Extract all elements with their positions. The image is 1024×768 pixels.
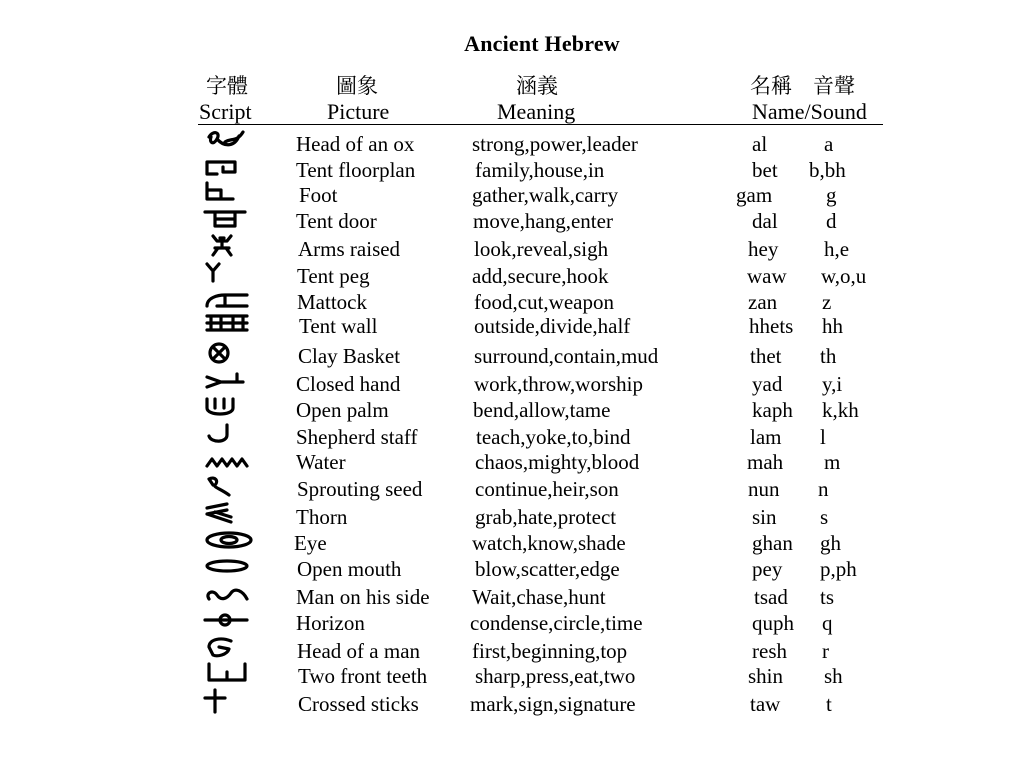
picture-cell: Two front teeth: [298, 664, 428, 688]
header-namesound-cjk: 名稱 音聲: [750, 74, 855, 98]
table-row: [0, 692, 1024, 718]
picture-cell: Thorn: [296, 505, 348, 529]
meaning-cell: grab,hate,protect: [475, 505, 617, 529]
name-cell: zan: [748, 290, 778, 314]
sound-cell: a: [824, 132, 834, 156]
name-cell: tsad: [754, 585, 788, 609]
picture-cell: Eye: [294, 531, 327, 555]
header-picture-cjk: 圖象: [336, 74, 378, 98]
meaning-cell: continue,heir,son: [475, 477, 619, 501]
meaning-cell: first,beginning,top: [472, 639, 628, 663]
page-title: Ancient Hebrew: [464, 31, 620, 56]
clay-basket-icon: [203, 340, 259, 368]
name-cell: mah: [747, 450, 784, 474]
meaning-cell: chaos,mighty,blood: [475, 450, 640, 474]
tent-peg-icon: [203, 260, 259, 288]
header-script: Script: [199, 99, 252, 124]
sprouting-seed-icon: [203, 473, 259, 501]
table-row: [0, 344, 1024, 370]
thorn-icon: [203, 501, 259, 529]
sound-cell: b,bh: [809, 158, 846, 182]
picture-cell: Crossed sticks: [298, 692, 419, 716]
name-cell: nun: [748, 477, 780, 501]
sound-cell: gh: [820, 531, 841, 555]
sound-cell: d: [826, 209, 837, 233]
sound-cell: g: [826, 183, 837, 207]
sound-cell: l: [820, 425, 826, 449]
table-row: [0, 132, 1024, 158]
picture-cell: Head of a man: [297, 639, 421, 663]
meaning-cell: sharp,press,eat,two: [475, 664, 636, 688]
meaning-cell: teach,yoke,to,bind: [476, 425, 631, 449]
name-cell: bet: [752, 158, 778, 182]
name-cell: gam: [736, 183, 773, 207]
name-cell: dal: [752, 209, 778, 233]
sound-cell: s: [820, 505, 829, 529]
meaning-cell: work,throw,worship: [474, 372, 643, 396]
table-row: [0, 639, 1024, 665]
name-cell: thet: [750, 344, 782, 368]
name-cell: ghan: [752, 531, 793, 555]
man-on-side-icon: [203, 581, 259, 609]
horizon-icon: [203, 607, 259, 635]
picture-cell: Foot: [299, 183, 338, 207]
name-cell: yad: [752, 372, 783, 396]
arms-raised-icon: [203, 233, 259, 261]
picture-cell: Arms raised: [298, 237, 401, 261]
meaning-cell: surround,contain,mud: [474, 344, 659, 368]
sound-cell: sh: [824, 664, 843, 688]
meaning-cell: add,secure,hook: [472, 264, 609, 288]
sound-cell: th: [820, 344, 837, 368]
name-cell: hey: [748, 237, 779, 261]
meaning-cell: mark,sign,signature: [470, 692, 636, 716]
front-teeth-icon: [203, 660, 259, 688]
meaning-cell: strong,power,leader: [472, 132, 638, 156]
picture-cell: Tent wall: [299, 314, 378, 338]
tent-wall-icon: [203, 310, 259, 338]
name-cell: quph: [752, 611, 794, 635]
table-row: [0, 237, 1024, 263]
name-cell: taw: [750, 692, 781, 716]
sound-cell: n: [818, 477, 829, 501]
table-row: [0, 290, 1024, 316]
name-cell: kaph: [752, 398, 793, 422]
picture-cell: Shepherd staff: [296, 425, 418, 449]
meaning-cell: condense,circle,time: [470, 611, 643, 635]
water-icon: [203, 446, 259, 474]
picture-cell: Clay Basket: [298, 344, 401, 368]
table-row: [0, 664, 1024, 690]
name-cell: waw: [747, 264, 787, 288]
table-row: [0, 505, 1024, 531]
foot-icon: [203, 179, 259, 207]
crossed-sticks-icon: [203, 688, 259, 716]
sound-cell: m: [824, 450, 841, 474]
meaning-cell: family,house,in: [475, 158, 605, 182]
table-row: [0, 585, 1024, 611]
sound-cell: k,kh: [822, 398, 859, 422]
sound-cell: w,o,u: [821, 264, 867, 288]
head-of-man-icon: [203, 635, 259, 663]
header-namesound: Name/Sound: [752, 99, 867, 124]
open-palm-icon: [203, 394, 259, 422]
picture-cell: Sprouting seed: [297, 477, 423, 501]
picture-cell: Horizon: [296, 611, 365, 635]
picture-cell: Mattock: [297, 290, 367, 314]
sound-cell: ts: [820, 585, 835, 609]
picture-cell: Tent peg: [297, 264, 370, 288]
closed-hand-icon: [203, 368, 259, 396]
name-cell: lam: [750, 425, 782, 449]
picture-cell: Water: [296, 450, 346, 474]
table-row: [0, 425, 1024, 451]
sound-cell: h,e: [824, 237, 850, 261]
name-cell: shin: [748, 664, 784, 688]
picture-cell: Head of an ox: [296, 132, 415, 156]
meaning-cell: outside,divide,half: [474, 314, 631, 338]
picture-cell: Tent floorplan: [296, 158, 416, 182]
table-row: [0, 158, 1024, 184]
picture-cell: Closed hand: [296, 372, 401, 396]
sound-cell: z: [822, 290, 832, 314]
meaning-cell: look,reveal,sigh: [474, 237, 609, 261]
picture-cell: Tent door: [296, 209, 377, 233]
table-row: [0, 183, 1024, 209]
meaning-cell: watch,know,shade: [472, 531, 626, 555]
header-script-cjk: 字體: [206, 74, 248, 98]
meaning-cell: blow,scatter,edge: [475, 557, 620, 581]
table-row: [0, 477, 1024, 503]
meaning-cell: gather,walk,carry: [472, 183, 619, 207]
open-mouth-icon: [203, 553, 259, 581]
name-cell: al: [752, 132, 768, 156]
tent-floorplan-icon: [203, 154, 259, 182]
sound-cell: q: [822, 611, 833, 635]
sound-cell: p,ph: [820, 557, 857, 581]
meaning-cell: bend,allow,tame: [473, 398, 611, 422]
header-meaning: Meaning: [497, 99, 576, 124]
header-meaning-cjk: 涵義: [516, 74, 558, 98]
sound-cell: hh: [822, 314, 843, 338]
picture-cell: Open palm: [296, 398, 389, 422]
eye-icon: [203, 527, 259, 555]
sound-cell: y,i: [822, 372, 843, 396]
table-row: [0, 611, 1024, 637]
ox-head-icon: [203, 128, 259, 156]
header-divider: [198, 124, 883, 125]
table-row: [0, 531, 1024, 557]
sound-cell: t: [826, 692, 832, 716]
meaning-cell: move,hang,enter: [473, 209, 613, 233]
shepherd-staff-icon: [203, 421, 259, 449]
table-row: [0, 557, 1024, 583]
meaning-cell: Wait,chase,hunt: [472, 585, 606, 609]
table-row: [0, 372, 1024, 398]
table-row: [0, 264, 1024, 290]
tent-door-icon: [203, 205, 259, 233]
name-cell: pey: [752, 557, 783, 581]
name-cell: sin: [752, 505, 777, 529]
header-picture: Picture: [327, 99, 390, 124]
picture-cell: Open mouth: [297, 557, 402, 581]
name-cell: hhets: [749, 314, 794, 338]
table-row: [0, 209, 1024, 235]
sound-cell: r: [822, 639, 829, 663]
name-cell: resh: [752, 639, 787, 663]
table-row: [0, 398, 1024, 424]
meaning-cell: food,cut,weapon: [474, 290, 614, 314]
table-row: [0, 450, 1024, 476]
table-row: [0, 314, 1024, 340]
picture-cell: Man on his side: [296, 585, 430, 609]
